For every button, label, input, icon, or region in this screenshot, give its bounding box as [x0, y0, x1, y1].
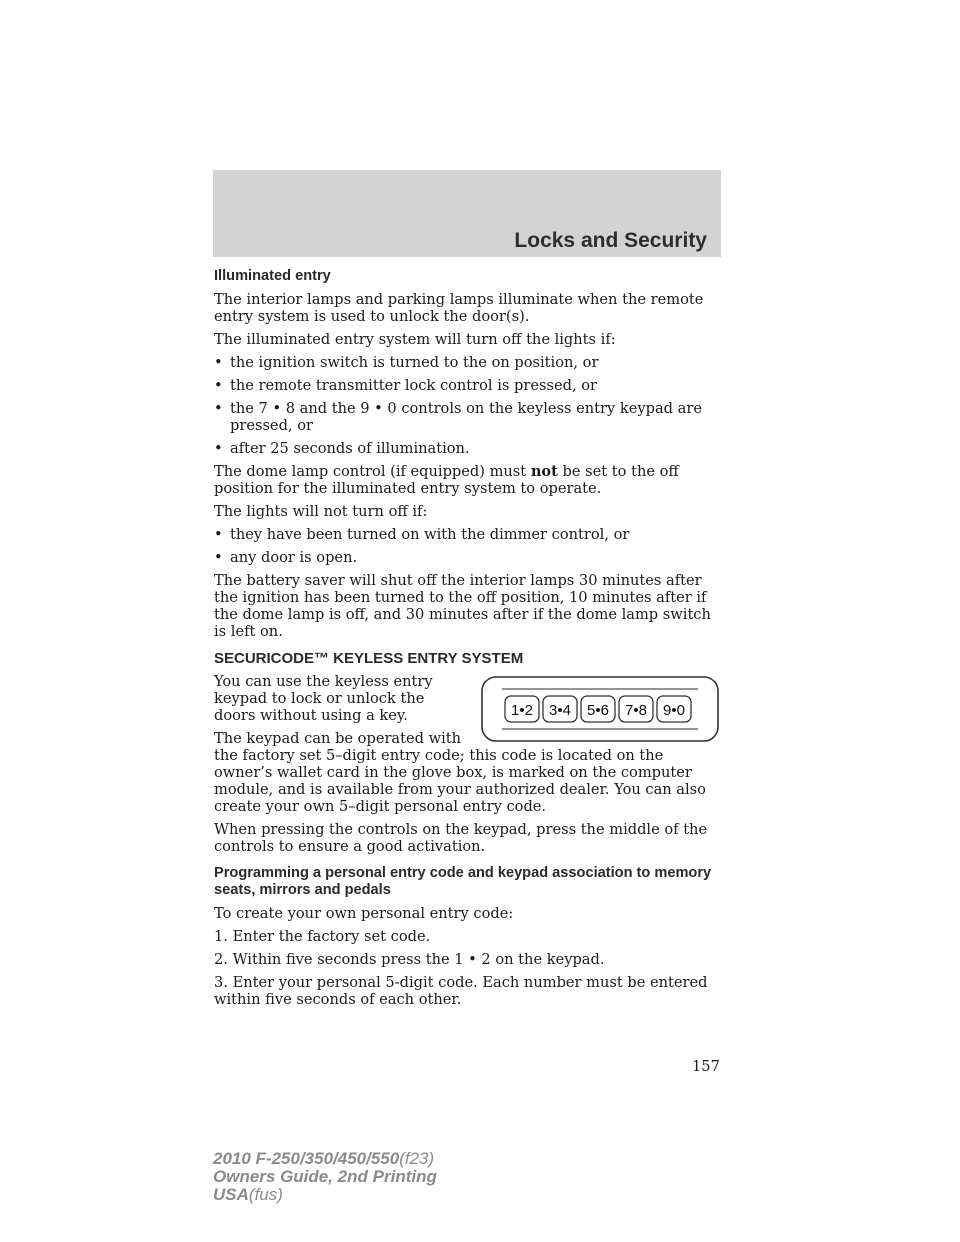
bullet-icon: • — [214, 549, 223, 566]
section-title: Locks and Security — [514, 229, 707, 252]
not-off-lead: The lights will not turn off if: — [214, 503, 428, 520]
programming-lead: To create your own personal entry code: — [214, 905, 514, 922]
bullet-icon: • — [214, 526, 223, 543]
list-item: • they have been turned on with the dimmer control, or — [214, 526, 630, 543]
keypad-button-label: 3•4 — [549, 702, 571, 719]
bullet-icon: • — [214, 354, 223, 371]
illuminated-entry-heading: Illuminated entry — [214, 268, 331, 284]
programming-step-2: 2. Within five seconds press the 1 • 2 on the keypad. — [214, 951, 605, 968]
bullet-icon: • — [214, 377, 223, 394]
keypad-button-1 — [505, 696, 539, 722]
keypad-illustration — [480, 675, 720, 743]
list-item: • the 7 • 8 and the 9 • 0 controls on the keyless entry keypad are pressed, or — [214, 400, 702, 434]
list-item: • after 25 seconds of illumination. — [214, 440, 470, 457]
list-item: • any door is open. — [214, 549, 358, 566]
battery-saver-paragraph: The battery saver will shut off the interior lamps 30 minutes after the ignition has been turned to the off position, 10 minutes after if the dome lamp is off, and 30 minutes after if the dome lamp switch is left on. — [214, 572, 711, 640]
dome-lamp-note: The dome lamp control (if equipped) must not be set to the off position for the illuminated entry system to operate. — [214, 463, 679, 497]
emphasis-not: not — [530, 463, 558, 480]
footer-market: USA — [213, 1185, 249, 1204]
list-item: • the remote transmitter lock control is pressed, or — [214, 377, 597, 394]
keypad-button-3 — [581, 696, 615, 722]
keypad-button-label: 7•8 — [625, 702, 647, 719]
programming-step-3: 3. Enter your personal 5-digit code. Each number must be entered within five seconds of each other. — [214, 974, 708, 1008]
illuminated-entry-intro: The interior lamps and parking lamps illuminate when the remote entry system is used to unlock the door(s). — [214, 291, 704, 325]
securicode-intro: You can use the keyless entry keypad to lock or unlock the doors without using a key. — [214, 673, 433, 724]
page-content — [214, 268, 720, 1014]
footer-edition: Owners Guide, 2nd Printing — [213, 1167, 437, 1186]
list-item: • the ignition switch is turned to the on position, or — [214, 354, 599, 371]
programming-step-1: 1. Enter the factory set code. — [214, 928, 431, 945]
footer-imprint: 2010 F-250/350/450/550(f23) Owners Guide, 2nd Printing USA(fus) — [213, 1149, 437, 1204]
keypad-button-label: 9•0 — [663, 702, 685, 719]
page-number: 157 — [692, 1058, 720, 1075]
footer-model: 2010 F-250/350/450/550 — [213, 1149, 400, 1168]
section-header-band — [213, 170, 721, 257]
keypad-button-label: 1•2 — [511, 702, 533, 719]
not-off-list — [214, 526, 720, 566]
keypad-button-4 — [619, 696, 653, 722]
keypad-button-5 — [657, 696, 691, 722]
securicode-press-tip: When pressing the controls on the keypad, press the middle of the controls to ensure a good activation. — [214, 821, 708, 855]
keypad-button-label: 5•6 — [587, 702, 609, 719]
bullet-icon: • — [214, 440, 223, 457]
bullet-icon: • — [214, 400, 223, 417]
turn-off-lead: The illuminated entry system will turn off the lights if: — [214, 331, 616, 348]
turn-off-list — [214, 354, 720, 457]
programming-heading: Programming a personal entry code and keypad association to memory seats, mirrors and pedals — [214, 865, 712, 898]
securicode-heading: SECURICODE™ KEYLESS ENTRY SYSTEM — [214, 650, 524, 667]
securicode-factory-code: The keypad can be operated with the factory set 5–digit entry code; this code is located on the owner’s wallet card in the glove box, is marked on the computer module, and is available from your authorized dealer. You can also create your own 5–digit personal entry code. — [214, 730, 706, 815]
keypad-button-2 — [543, 696, 577, 722]
keypad-icon — [480, 675, 720, 743]
